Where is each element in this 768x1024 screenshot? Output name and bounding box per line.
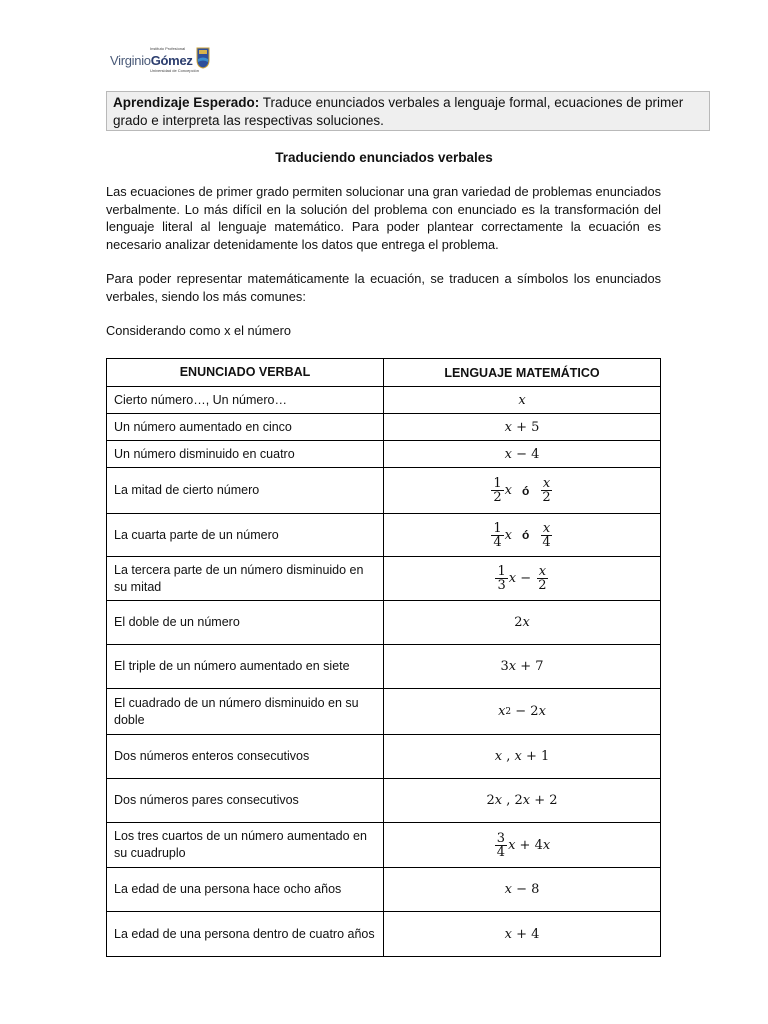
translation-table <box>106 358 661 957</box>
verbal-cell: La cuarta parte de un número <box>107 514 384 556</box>
logo-subtitle-bottom: Universidad de Concepción <box>150 68 199 73</box>
table-row <box>107 778 660 822</box>
verbal-cell: La edad de una persona hace ocho años <box>107 868 384 911</box>
table-row <box>107 734 660 778</box>
math-cell: x + 4 <box>504 926 540 942</box>
verbal-cell: El cuadrado de un número disminuido en su doble <box>107 689 384 734</box>
logo-subtitle-top: Instituto Profesional <box>150 46 186 51</box>
table-row <box>107 513 660 556</box>
math-cell: $\frac{1}{4}$ x ó $\frac{x}{4}$ <box>493 520 551 550</box>
verbal-cell: La mitad de cierto número <box>107 468 384 513</box>
math-cell: $\frac{3}{4}$ x + 4 x <box>496 830 551 860</box>
verbal-cell: Cierto número…, Un número… <box>107 387 384 413</box>
verbal-cell: La edad de una persona dentro de cuatro años <box>107 912 384 956</box>
logo-name-a: Virginio <box>110 53 151 68</box>
logo-name <box>110 53 193 68</box>
goal-text: Traduce enunciados verbales a lenguaje formal, ecuaciones de primer grado e interpreta las respectivas soluciones. <box>113 95 684 128</box>
verbal-cell: Un número disminuido en cuatro <box>107 441 384 467</box>
verbal-cell: El triple de un número aumentado en siete <box>107 645 384 688</box>
table-row <box>107 867 660 911</box>
table-row <box>107 440 660 467</box>
page-title: Traduciendo enunciados verbales <box>275 150 493 165</box>
math-cell: $\frac{1}{3}$ x − $\frac{x}{2}$ <box>497 564 547 593</box>
table-row <box>107 600 660 644</box>
table-row <box>107 644 660 688</box>
verbal-cell: El doble de un número <box>107 601 384 644</box>
table-row <box>107 556 660 600</box>
math-cell: x , x + 1 <box>494 749 550 764</box>
logo-name-b: Gómez <box>150 53 193 68</box>
verbal-cell: Un número aumentado en cinco <box>107 414 384 440</box>
verbal-cell: La tercera parte de un número disminuido en su mitad <box>107 557 384 600</box>
math-cell: x − 8 <box>504 882 540 897</box>
table-row <box>107 688 660 734</box>
header-verbal: ENUNCIADO VERBAL <box>107 359 384 386</box>
math-cell: $\frac{1}{2}$ x ó $\frac{x}{2}$ <box>493 476 551 505</box>
verbal-cell: Dos números pares consecutivos <box>107 779 384 822</box>
intro-paragraph: Las ecuaciones de primer grado permiten solucionar una gran variedad de problemas enunciados verbalmente. Lo más difícil en la solución del problema con enunciado es la transformación del lenguaje literal al lenguaje matemático. Para poder plantear correctamente la ecuación es necesario analizar detenidamente los datos que entrega el problema. <box>106 184 661 252</box>
shield-icon <box>196 47 210 69</box>
header-math: LENGUAJE MATEMÁTICO <box>444 365 600 380</box>
variable-note: Considerando como x el número <box>106 323 291 338</box>
goal-label: Aprendizaje Esperado: <box>113 95 260 110</box>
table-row <box>107 386 660 413</box>
table-row <box>107 467 660 513</box>
symbols-paragraph: Para poder representar matemáticamente la ecuación, se traducen a símbolos los enunciados verbales, siendo los más comunes: <box>106 271 661 304</box>
math-cell: x <box>518 392 526 408</box>
table-header-row <box>107 359 660 386</box>
table-row <box>107 822 660 867</box>
math-cell: 2 x , 2 x + 2 <box>486 793 558 808</box>
table-row <box>107 911 660 956</box>
math-cell: 3 x + 7 <box>500 659 544 674</box>
verbal-cell: Dos números enteros consecutivos <box>107 735 384 778</box>
institution-logo <box>110 45 214 73</box>
math-cell: 2 x <box>514 615 530 630</box>
math-cell: x 2 − 2 x <box>498 704 546 719</box>
math-cell: x + 5 <box>504 419 540 435</box>
math-cell: x − 4 <box>504 446 540 462</box>
table-row <box>107 413 660 440</box>
verbal-cell: Los tres cuartos de un número aumentado en su cuadruplo <box>107 823 384 867</box>
learning-goal-box <box>106 91 710 131</box>
